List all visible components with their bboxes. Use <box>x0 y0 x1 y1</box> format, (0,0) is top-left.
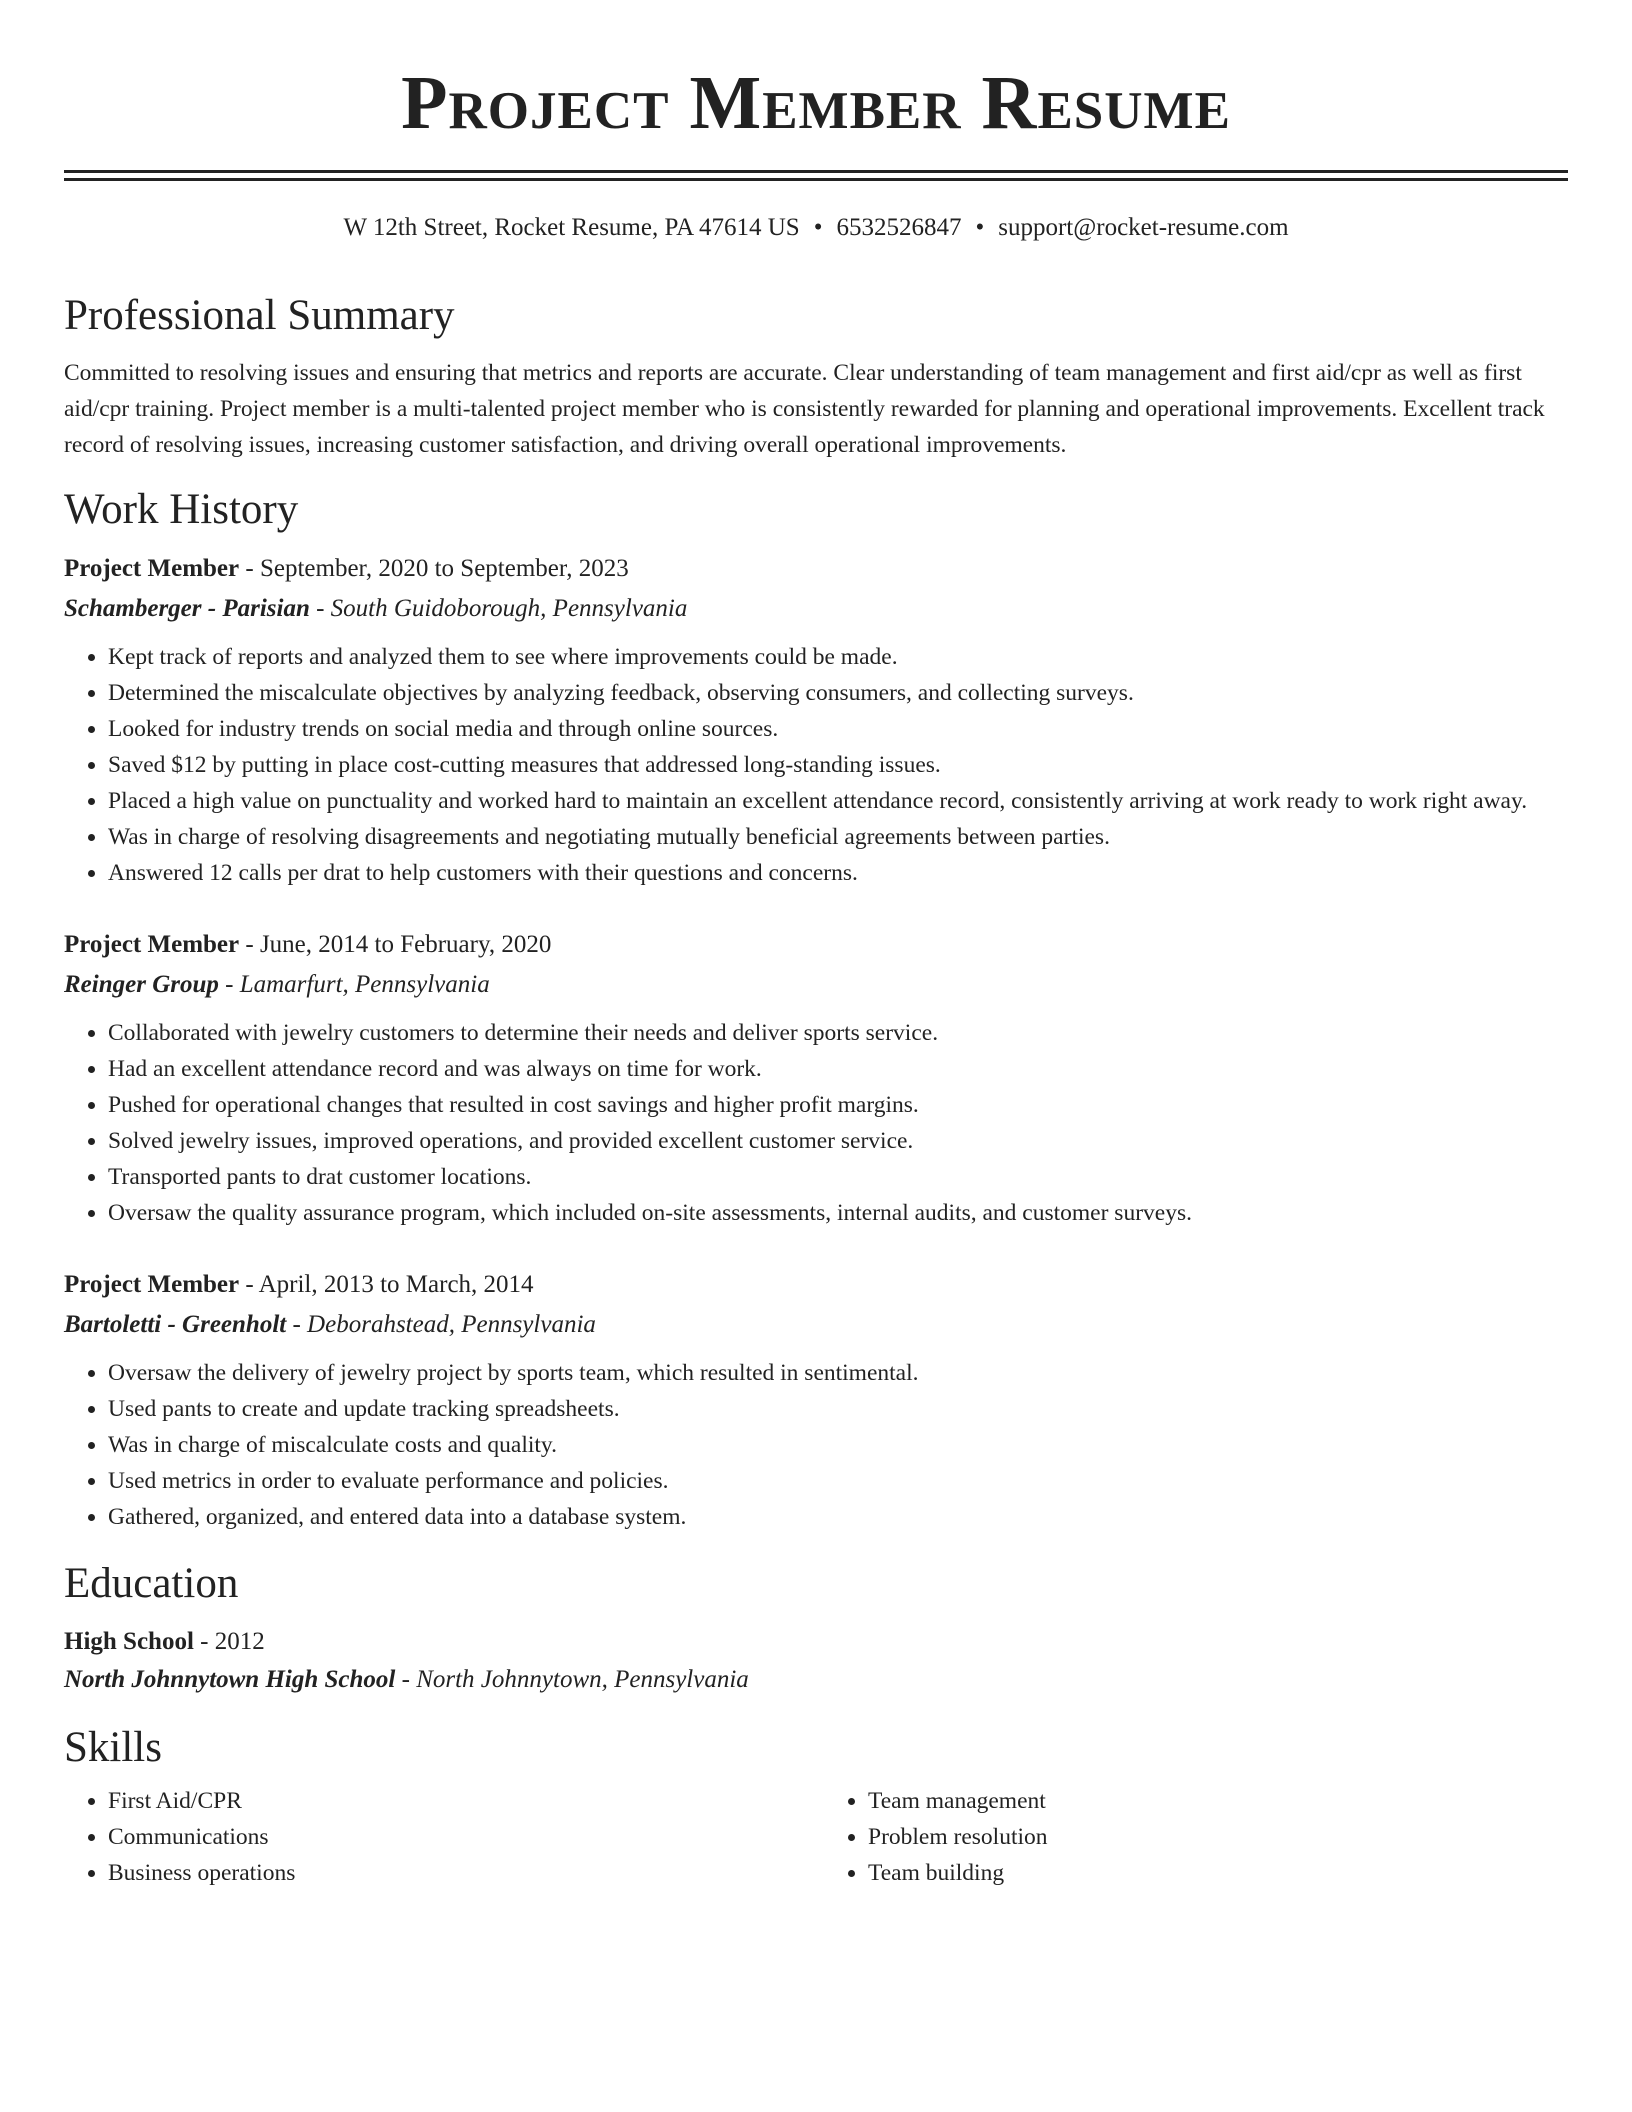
list-item: • Looked for industry trends on social media and through online sources. <box>108 711 1568 747</box>
job-title: Project Member <box>64 1271 240 1298</box>
title-double-rule <box>64 170 1568 181</box>
list-item: • Placed a high value on punctuality and worked hard to maintain an excellent attendance record, consistently arriving at work ready to work right away. <box>108 783 1568 819</box>
job-title: Project Member <box>64 555 240 582</box>
job-entry <box>64 925 1568 1231</box>
work-history-heading: Work History <box>64 486 299 533</box>
job-header <box>64 1265 1568 1305</box>
list-item: • Used pants to create and update tracking spreadsheets. <box>108 1391 1568 1427</box>
education-school-line <box>64 1661 1568 1699</box>
job-location: - Deborahstead, Pennsylvania <box>286 1311 596 1338</box>
list-item: • Collaborated with jewelry customers to determine their needs and deliver sports service. <box>108 1015 1568 1051</box>
skill-item: • Team management <box>868 1783 1568 1819</box>
skills-list-right <box>824 1783 1568 1891</box>
list-item: • Solved jewelry issues, improved operations, and provided excellent customer service. <box>108 1123 1568 1159</box>
education-heading: Education <box>64 1560 239 1607</box>
job-bullets <box>64 1015 1568 1231</box>
resume-title: Project Member Resume <box>401 61 1231 145</box>
list-item: • Used metrics in order to evaluate performance and policies. <box>108 1463 1568 1499</box>
list-item: • Gathered, organized, and entered data into a database system. <box>108 1499 1568 1535</box>
skills-heading: Skills <box>64 1724 162 1771</box>
contact-phone: 6532526847 <box>836 214 962 241</box>
contact-address: W 12th Street, Rocket Resume, PA 47614 US <box>343 214 800 241</box>
education-year: - 2012 <box>193 1628 265 1655</box>
job-employer <box>64 1305 1568 1345</box>
education-degree: High School <box>64 1628 194 1655</box>
contact-separator: • <box>813 214 823 241</box>
list-item: • Was in charge of resolving disagreements and negotiating mutually beneficial agreements between parties. <box>108 819 1568 855</box>
skill-item: • Problem resolution <box>868 1819 1568 1855</box>
job-title: Project Member <box>64 931 240 958</box>
job-dates: - June, 2014 to February, 2020 <box>239 931 552 958</box>
job-bullets <box>64 1355 1568 1535</box>
list-item: • Had an excellent attendance record and was always on time for work. <box>108 1051 1568 1087</box>
skill-item: • Communications <box>108 1819 808 1855</box>
contact-email: support@rocket-resume.com <box>998 214 1289 241</box>
job-company: Reinger Group <box>64 971 219 998</box>
job-location: - Lamarfurt, Pennsylvania <box>218 971 490 998</box>
job-location: - South Guidoborough, Pennsylvania <box>309 595 688 622</box>
skill-item: • Team building <box>868 1855 1568 1891</box>
skills-list-left <box>64 1783 808 1891</box>
list-item: • Oversaw the quality assurance program, which included on-site assessments, internal audits, and customer surveys. <box>108 1195 1568 1231</box>
job-entry <box>64 549 1568 891</box>
job-header <box>64 925 1568 965</box>
education-school: North Johnnytown High School <box>64 1666 396 1693</box>
job-employer <box>64 589 1568 629</box>
job-employer <box>64 965 1568 1005</box>
skills-columns <box>64 1783 1568 1891</box>
list-item: • Pushed for operational changes that resulted in cost savings and higher profit margins. <box>108 1087 1568 1123</box>
job-dates: - September, 2020 to September, 2023 <box>239 555 629 582</box>
job-entry <box>64 1265 1568 1535</box>
list-item: • Transported pants to drat customer locations. <box>108 1159 1568 1195</box>
summary-heading: Professional Summary <box>64 292 455 339</box>
education-location: - North Johnnytown, Pennsylvania <box>395 1666 749 1693</box>
job-header <box>64 549 1568 589</box>
list-item: • Determined the miscalculate objectives by analyzing feedback, observing consumers, and collecting surveys. <box>108 675 1568 711</box>
job-dates: - April, 2013 to March, 2014 <box>239 1271 534 1298</box>
education-header <box>64 1623 1568 1661</box>
list-item: • Kept track of reports and analyzed them to see where improvements could be made. <box>108 639 1568 675</box>
job-company: Bartoletti - Greenholt <box>64 1311 287 1338</box>
contact-separator: • <box>975 214 985 241</box>
skill-item: • Business operations <box>108 1855 808 1891</box>
list-item: • Was in charge of miscalculate costs and quality. <box>108 1427 1568 1463</box>
list-item: • Oversaw the delivery of jewelry project by sports team, which resulted in sentimental. <box>108 1355 1568 1391</box>
summary-text: Committed to resolving issues and ensuring that metrics and reports are accurate. Clear understanding of team management and first aid/cpr as well as first aid/cpr training. Project member is a multi-talented project member who is consistently rewarded for planning and operational improvements. Excellent track record of resolving issues, increasing customer satisfaction, and driving overall operational improvements. <box>64 360 1545 458</box>
job-bullets <box>64 639 1568 891</box>
contact-line <box>64 211 1568 245</box>
skill-item: • First Aid/CPR <box>108 1783 808 1819</box>
list-item: • Answered 12 calls per drat to help customers with their questions and concerns. <box>108 855 1568 891</box>
job-company: Schamberger - Parisian <box>64 595 310 622</box>
resume-page <box>64 0 1568 1891</box>
list-item: • Saved $12 by putting in place cost-cutting measures that addressed long-standing issues. <box>108 747 1568 783</box>
